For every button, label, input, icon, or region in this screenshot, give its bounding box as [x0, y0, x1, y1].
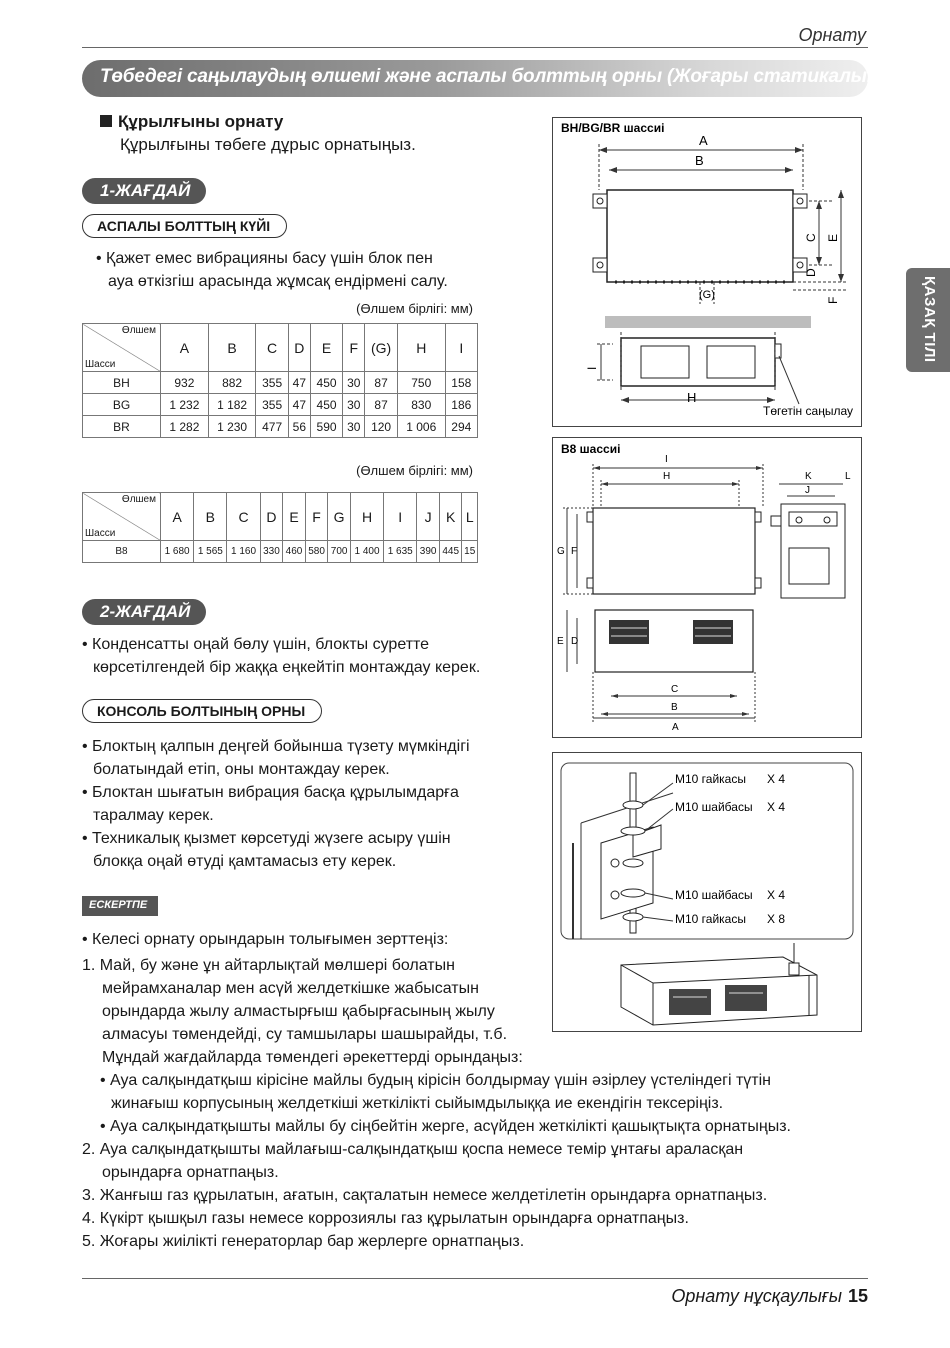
banner-title: Төбедегі саңылаудың өлшемі және аспалы болттың орны (Жоғары статикалық) — [100, 66, 883, 87]
case1-bullet-line2: ауа өткізгіш арасында жұмсақ ендірмені салу. — [108, 273, 448, 290]
fig1-label-f: F — [826, 296, 840, 304]
fig2-label-d: D — [571, 636, 579, 647]
table-cell: B8 — [83, 541, 161, 563]
table2-header-cell: K — [439, 493, 462, 541]
table-cell: 1 182 — [208, 394, 256, 416]
table-cell: 580 — [305, 541, 328, 563]
console-bullet1-line1: • Блоктың қалпын деңгей бойынша түзету мүмкіндігі — [82, 738, 470, 755]
fig2-label-f: F — [571, 546, 578, 557]
fig3-qty-4: X 8 — [767, 912, 786, 926]
note-sub2: • Ауа салқындатқышты майлы бу сіңбейтін жерге, асүйден жеткілікті қашықтықта орнатыңыз. — [100, 1118, 791, 1135]
header-title: Орнату — [798, 25, 866, 45]
table-cell: BR — [83, 416, 161, 438]
table2-header-cell: E — [283, 493, 306, 541]
fig1-label-c: C — [804, 233, 818, 242]
table-cell: 1 282 — [161, 416, 209, 438]
table-cell: 460 — [283, 541, 306, 563]
table-cell: 1 565 — [194, 541, 227, 563]
figure-bh-bg-br-chassis — [552, 117, 862, 427]
case2-label: 2-ЖАҒДАЙ — [82, 599, 206, 625]
fig2-label-a: A — [672, 722, 679, 733]
table2-header-cell: I — [384, 493, 417, 541]
footer-title: Орнату нұсқаулығы — [671, 1286, 842, 1306]
fig3-qty-1: X 4 — [767, 772, 786, 786]
fig1-title: BH/BG/BR шассиі — [561, 121, 665, 135]
table-cell: 590 — [310, 416, 342, 438]
fig2-label-k: K — [805, 471, 812, 482]
fig3-washer-label-1: M10 шайбасы — [675, 800, 753, 814]
console-bullet1-line2: болатындай етіп, оны монтаждау керек. — [93, 761, 390, 778]
table-cell: 158 — [445, 372, 477, 394]
note-intro: • Келесі орнату орындарын толығымен зерттеңіз: — [82, 931, 449, 948]
note-item1-line1: 1. Май, бу және ұн айтарлықтай мөлшері болатын — [82, 957, 455, 974]
fig3-washer-label-2: M10 шайбасы — [675, 888, 753, 902]
case1-label: 1-ЖАҒДАЙ — [82, 178, 206, 204]
table2-header-cell: L — [462, 493, 478, 541]
table-cell: 882 — [208, 372, 256, 394]
table-cell: 186 — [445, 394, 477, 416]
note-item1-line2: мейрамханалар мен асүй желдеткішке жабысатын — [102, 980, 479, 997]
fig3-qty-2: X 4 — [767, 800, 786, 814]
table-cell: 30 — [343, 394, 365, 416]
table-cell: 1 400 — [350, 541, 383, 563]
table-row — [83, 372, 478, 394]
note-label: ЕСКЕРТПЕ — [82, 896, 158, 916]
table-cell: 1 635 — [384, 541, 417, 563]
note-item2-line2: орындарға орнатпаңыз. — [102, 1164, 279, 1181]
table2-header-cell: D — [260, 493, 283, 541]
table-cell: 15 — [462, 541, 478, 563]
table-row — [83, 416, 478, 438]
fig1-label-d: D — [804, 268, 818, 277]
fig1-label-b: B — [695, 153, 704, 168]
table2-header-cell: H — [350, 493, 383, 541]
fig3-nut-label-2: M10 гайкасы — [675, 912, 746, 926]
square-bullet-icon — [100, 115, 112, 127]
table-cell: 1 006 — [397, 416, 445, 438]
dimension-table-bh-bg-br — [82, 323, 478, 438]
fig2-label-b: B — [671, 702, 678, 713]
table2-header-cell: F — [305, 493, 328, 541]
console-bullet2-line2: таралмау керек. — [93, 807, 214, 824]
table-cell: 750 — [397, 372, 445, 394]
table-cell: 47 — [288, 394, 310, 416]
note-item3: 3. Жанғыш газ құрылатын, ағатын, сақталатын немесе желдетілетін орындарға орнатпаңыз. — [82, 1187, 768, 1204]
note-item1-line4: алмасуы төмендейді, су тамшылары шашырайды, т.б. — [102, 1026, 508, 1043]
console-bullet2-line1: • Блоктан шығатын вибрация басқа құрылымдарға — [82, 784, 459, 801]
table1-header-cell: E — [310, 324, 342, 372]
fig1-label-i: I — [585, 366, 599, 370]
page-number: 15 — [847, 1286, 868, 1306]
table-row — [83, 541, 478, 563]
table-cell: 330 — [260, 541, 283, 563]
table-cell: 30 — [343, 372, 365, 394]
fig2-label-e: E — [557, 636, 564, 647]
table2-header-cell: A — [161, 493, 194, 541]
figure-b8-chassis — [552, 437, 862, 738]
case2-bullet-line1: • Конденсатты оңай бөлу үшін, блокты суретте — [82, 636, 430, 653]
console-bullet3-line2: блокқа оңай өтуді қамтамасыз ету керек. — [93, 853, 397, 870]
table-cell: 87 — [365, 372, 398, 394]
section-banner — [82, 60, 883, 97]
install-subtitle: Құрылғыны төбеге дұрыс орнатыңыз. — [120, 135, 416, 154]
table-cell: 1 230 — [208, 416, 256, 438]
table-cell: 47 — [288, 372, 310, 394]
fig1-label-e: E — [826, 233, 840, 242]
table-cell: 1 680 — [161, 541, 194, 563]
table-cell: 445 — [439, 541, 462, 563]
fig2-label-j: J — [805, 485, 810, 496]
install-title: Құрылғыны орнату — [100, 112, 283, 132]
unit-note-2: (Өлшем бірлігі: мм) — [356, 463, 473, 478]
table2-corner: Өлшем Шасси — [83, 493, 161, 541]
table-cell: 355 — [256, 372, 288, 394]
fig3-nut-label-1: M10 гайкасы — [675, 772, 746, 786]
table1-corner: Өлшем Шасси — [83, 324, 161, 372]
fig2-label-i: I — [665, 454, 668, 465]
case1-bullet-line1: • Қажет емес вибрацияны басу үшін блок пен — [96, 250, 433, 267]
table1-header-cell: H — [397, 324, 445, 372]
note-item4: 4. Күкірт қышқыл газы немесе коррозиялы газ құрылатын орындарға орнатпаңыз. — [82, 1210, 689, 1227]
table1-header-cell: F — [343, 324, 365, 372]
table-cell: 477 — [256, 416, 288, 438]
table-cell: 932 — [161, 372, 209, 394]
table-cell: 87 — [365, 394, 398, 416]
table-cell: 294 — [445, 416, 477, 438]
language-side-tab-label: ҚАЗАҚ ТІЛІ — [921, 276, 938, 363]
bolt-position-title: АСПАЛЫ БОЛТТЫҢ КҮЙІ — [82, 214, 287, 238]
note-sub1-line1: • Ауа салқындатқыш кірісіне майлы будың кірісін болдырмау үшін әзірлеу үстеліндегі түтін — [100, 1072, 771, 1089]
table-cell: 390 — [417, 541, 440, 563]
fig2-label-c: C — [671, 684, 679, 695]
case2-bullet-line2: көрсетілгендей бір жаққа еңкейтіп монтаждау керек. — [93, 659, 481, 676]
fig1-label-h: H — [687, 390, 697, 405]
console-bolt-title: КОНСОЛЬ БОЛТЫНЫҢ ОРНЫ — [82, 699, 322, 723]
fig1-label-g: (G) — [699, 289, 715, 301]
table-cell: 120 — [365, 416, 398, 438]
figure-bolt-hardware — [552, 752, 862, 1032]
table-row — [83, 394, 478, 416]
fig3-qty-3: X 4 — [767, 888, 786, 902]
table1-header-cell: C — [256, 324, 288, 372]
fig2-label-l: L — [845, 471, 851, 482]
table-cell: 700 — [328, 541, 351, 563]
note-item1-line5: Мұндай жағдайларда төмендегі әрекеттерді орындаңыз: — [102, 1049, 523, 1066]
fig2-label-g: G — [557, 546, 565, 557]
fig1-label-a: A — [699, 133, 708, 148]
table-cell: 830 — [397, 394, 445, 416]
table1-header-cell: B — [208, 324, 256, 372]
table-cell: 30 — [343, 416, 365, 438]
footer-divider — [82, 1278, 868, 1279]
fig2-title: B8 шассиі — [561, 442, 621, 456]
table-cell: 1 160 — [227, 541, 260, 563]
table1-header-cell: I — [445, 324, 477, 372]
table-cell: 450 — [310, 394, 342, 416]
dimension-table-b8 — [82, 492, 478, 563]
table-cell: BG — [83, 394, 161, 416]
table2-header-cell: J — [417, 493, 440, 541]
language-side-tab — [906, 268, 950, 372]
table-cell: 56 — [288, 416, 310, 438]
table-cell: 450 — [310, 372, 342, 394]
table1-header-cell: (G) — [365, 324, 398, 372]
unit-note-1: (Өлшем бірлігі: мм) — [356, 301, 473, 316]
note-sub1-line2: жинағыш корпусының желдеткіші жеткілікті сыйымдылыққа ие екендігін тексеріңіз. — [111, 1095, 724, 1112]
table1-header-cell: D — [288, 324, 310, 372]
table-cell: BH — [83, 372, 161, 394]
fig1-drain-opening-label: Төгетін саңылау — [763, 404, 853, 418]
header-divider — [82, 47, 868, 48]
table-cell: 355 — [256, 394, 288, 416]
table2-header-cell: B — [194, 493, 227, 541]
note-item5: 5. Жоғары жиілікті генераторлар бар жерлерге орнатпаңыз. — [82, 1233, 525, 1250]
table2-header-cell: G — [328, 493, 351, 541]
table1-header-cell: A — [161, 324, 209, 372]
table2-header-cell: C — [227, 493, 260, 541]
note-item1-line3: орындарда жылу алмастырғыш қабырғасының жылу — [102, 1003, 495, 1020]
footer — [671, 1286, 868, 1307]
note-item2-line1: 2. Ауа салқындатқышты майлағыш-салқындатқыш қоспа немесе темір ұнтағы араласқан — [82, 1141, 744, 1158]
console-bullet3-line1: • Техникалық қызмет көрсетуді жүзеге асыру үшін — [82, 830, 451, 847]
fig2-label-h: H — [663, 471, 671, 482]
table-cell: 1 232 — [161, 394, 209, 416]
